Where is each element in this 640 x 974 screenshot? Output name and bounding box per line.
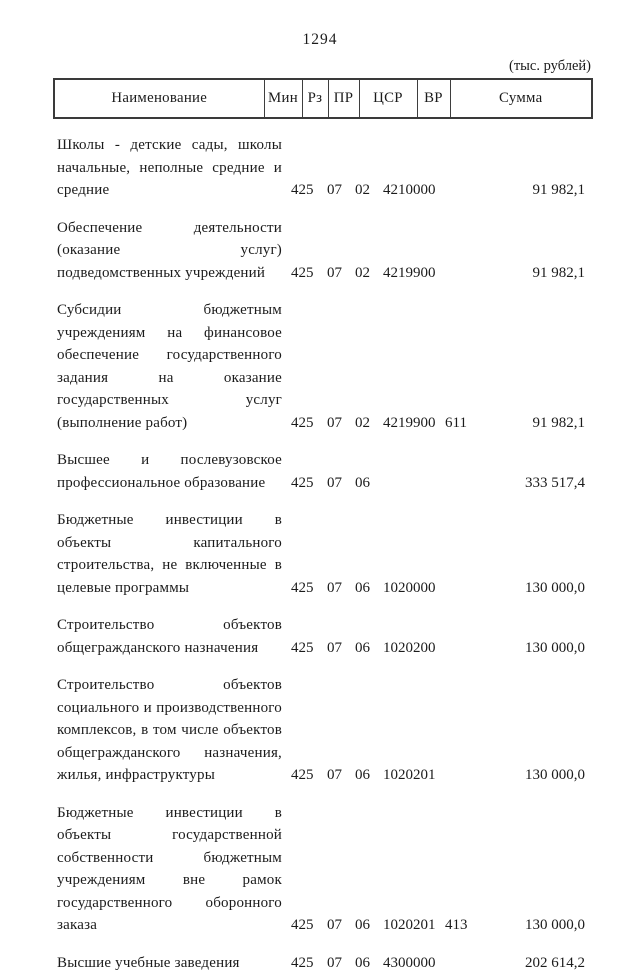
row-sum: 91 982,1 [483, 179, 585, 202]
row-rz: 07 [327, 952, 355, 974]
units-note: (тыс. рублей) [0, 58, 591, 75]
row-name: Строительство объектов общегражданского назначения [57, 614, 282, 659]
row-pr: 02 [355, 412, 383, 435]
table-row [57, 952, 585, 974]
row-min: 425 [282, 412, 327, 435]
row-min: 425 [282, 914, 327, 937]
row-sum: 130 000,0 [483, 577, 585, 600]
table-row [57, 674, 585, 787]
column-header-name: Наименование [54, 79, 264, 118]
row-pr: 06 [355, 764, 383, 787]
row-min: 425 [282, 179, 327, 202]
column-header-sum: Сумма [450, 79, 592, 118]
row-rz: 07 [327, 262, 355, 285]
row-pr: 06 [355, 577, 383, 600]
row-min: 425 [282, 577, 327, 600]
column-header-csr: ЦСР [359, 79, 417, 118]
column-header-rz: Рз [302, 79, 328, 118]
row-name: Бюджетные инвестиции в объекты капитального строительства, не включенные в целевые программы [57, 509, 282, 599]
row-rz: 07 [327, 179, 355, 202]
row-pr: 02 [355, 262, 383, 285]
row-pr: 06 [355, 914, 383, 937]
row-vr: 611 [445, 412, 483, 435]
row-sum: 91 982,1 [483, 262, 585, 285]
row-name: Субсидии бюджетным учреждениям на финансовое обеспечение государственного задания на оказание государственных услуг (выполнение работ) [57, 299, 282, 434]
row-name: Школы - детские сады, школы начальные, неполные средние и средние [57, 134, 282, 202]
table-row [57, 449, 585, 494]
table-body [57, 134, 585, 974]
row-csr: 1020000 [383, 577, 445, 600]
row-sum: 130 000,0 [483, 914, 585, 937]
row-min: 425 [282, 952, 327, 974]
row-rz: 07 [327, 577, 355, 600]
table-row [57, 134, 585, 202]
row-min: 425 [282, 472, 327, 495]
page-number: 1294 [0, 0, 640, 49]
table-row [57, 802, 585, 937]
row-sum: 91 982,1 [483, 412, 585, 435]
row-name: Обеспечение деятельности (оказание услуг) подведомственных учреждений [57, 217, 282, 285]
row-min: 425 [282, 262, 327, 285]
row-sum: 130 000,0 [483, 764, 585, 787]
row-rz: 07 [327, 637, 355, 660]
table-header [53, 78, 593, 119]
row-csr: 4219900 [383, 262, 445, 285]
column-header-vr: ВР [417, 79, 450, 118]
row-pr: 06 [355, 472, 383, 495]
row-rz: 07 [327, 472, 355, 495]
row-csr: 4210000 [383, 179, 445, 202]
row-sum: 130 000,0 [483, 637, 585, 660]
row-name: Бюджетные инвестиции в объекты государственной собственности бюджетным учреждениям вне рамок государственного оборонного заказа [57, 802, 282, 937]
row-rz: 07 [327, 914, 355, 937]
row-min: 425 [282, 764, 327, 787]
row-vr: 413 [445, 914, 483, 937]
row-csr: 1020200 [383, 637, 445, 660]
column-header-min: Мин [264, 79, 302, 118]
row-name: Высшее и послевузовское профессиональное образование [57, 449, 282, 494]
row-sum: 333 517,4 [483, 472, 585, 495]
row-csr: 1020201 [383, 914, 445, 937]
row-csr: 1020201 [383, 764, 445, 787]
row-min: 425 [282, 637, 327, 660]
row-name: Строительство объектов социального и производственного комплексов, в том числе объектов общегражданского назначения, жилья, инфраструктуры [57, 674, 282, 787]
row-csr: 4219900 [383, 412, 445, 435]
row-sum: 202 614,2 [483, 952, 585, 974]
row-name: Высшие учебные заведения [57, 952, 282, 974]
table-row [57, 509, 585, 599]
row-pr: 02 [355, 179, 383, 202]
row-pr: 06 [355, 637, 383, 660]
table-row [57, 217, 585, 285]
table-row [57, 299, 585, 434]
row-pr: 06 [355, 952, 383, 974]
table-row [57, 614, 585, 659]
row-rz: 07 [327, 764, 355, 787]
row-rz: 07 [327, 412, 355, 435]
column-header-pr: ПР [328, 79, 359, 118]
row-csr: 4300000 [383, 952, 445, 974]
